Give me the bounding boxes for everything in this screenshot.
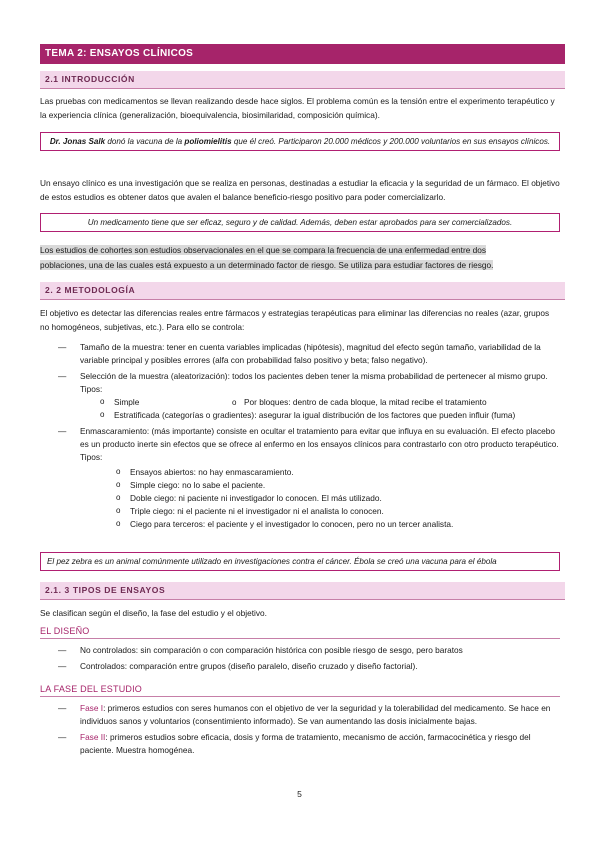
list-item-seleccion-text: Selección de la muestra (aleatorización): todos los pacientes deben tener la misma probabilidad de pertenecer al mismo grupo. Tipos: <box>80 371 548 394</box>
note-box-pez-zebra: El pez zebra es un animal comúnmente utilizado en investigaciones contra el cáncer. Ébola se creó una vacuna para el ébola <box>40 552 560 571</box>
chapter-title: TEMA 2: ENSAYOS CLÍNICOS <box>40 44 565 64</box>
fase-list <box>40 702 560 760</box>
fase-1-text: : primeros estudios con seres humanos con el objetivo de ver la seguridad y la tolerabilidad del medicamento. Se hace en individuos sanos y voluntarios (consentimiento informado). Se van aumentando las dosis inicialmente bajas. <box>80 703 551 726</box>
note-box-medicamento: Un medicamento tiene que ser eficaz, seguro y de calidad. Además, deben estar aprobados para ser comercializados. <box>40 213 560 232</box>
sub-simple-text: Simple <box>114 397 140 407</box>
intro-paragraph-1: Las pruebas con medicamentos se llevan realizando desde hace siglos. El problema común es la tensión entre el experimento terapéutico y la experiencia clínica (generalización, bioequivalencia, biosimilaridad, composición química). <box>40 96 555 120</box>
fase-2-label: Fase II <box>80 732 106 742</box>
sublist-item: o Simple ciego: no lo sabe el paciente. <box>108 479 560 492</box>
highlight-line-1: Los estudios de cohortes son estudios observacionales en el que se compara la frecuencia de una enfermedad entre dos <box>40 245 487 255</box>
list-item-seleccion <box>40 370 560 422</box>
sublist-item: o Triple ciego: ni el paciente ni el investigador ni el analista lo conocen. <box>108 505 560 518</box>
section-heading-metodologia: 2. 2 METODOLOGÍA <box>40 282 565 300</box>
section-heading-tipos: 2.1. 3 TIPOS DE ENSAYOS <box>40 582 565 600</box>
highlighted-paragraph-cohortes <box>40 243 560 273</box>
list-item-controlados: — Controlados: comparación entre grupos (diseño paralelo, diseño cruzado y diseño factorial). <box>40 660 560 673</box>
note-salk-name: Dr. Jonas Salk <box>49 137 106 146</box>
list-item-tamano <box>40 341 560 367</box>
metodologia-list <box>40 341 560 534</box>
list-item-enmascaramiento-text: Enmascaramiento: (más importante) consiste en ocultar el tratamiento para evitar que influya en su evaluación. El efecto placebo es un producto inerte sin efectos que se ofrece al enfermo en los ensayos clínicos para contrastarlo con otro producto terapéutico. Tipos: <box>80 426 559 462</box>
sublist-item-simple <box>92 396 560 409</box>
fase-2-text: : primeros estudios sobre eficacia, dosis y forma de tratamiento, mecanismo de acción, farmacocinética y riesgo del paciente. Muestra homogénea. <box>80 732 531 755</box>
list-item-enmascaramiento <box>40 425 560 531</box>
subheading-fase: LA FASE DEL ESTUDIO <box>40 682 560 697</box>
note-box-salk <box>40 132 560 151</box>
section-heading-intro: 2.1 INTRODUCCIÓN <box>40 71 565 89</box>
intro-paragraph-2: Un ensayo clínico es una investigación que se realiza en personas, destinadas a estudiar la eficacia y la seguridad de un fármaco. El objetivo de estos estudios es obtener datos que avalen el balance beneficio-riesgo positivo para poder comercializarlo. <box>40 178 560 202</box>
list-item-fase-2 <box>40 731 560 757</box>
sub-bloques-wrap <box>232 397 487 407</box>
note-salk-text-c: que él creó. Participaron 20.000 médicos y 200.000 voluntarios en sus ensayos clínicos. <box>231 137 551 146</box>
note-salk-disease: poliomielitis <box>184 137 232 146</box>
sub-bloques-text: Por bloques: dentro de cada bloque, la mitad recibe el tratamiento <box>244 397 487 407</box>
list-item-fase-1 <box>40 702 560 728</box>
sublist-item: o Doble ciego: ni paciente ni investigador lo conocen. El más utilizado. <box>108 492 560 505</box>
metodologia-paragraph: El objetivo es detectar las diferencias reales entre fármacos y estrategias terapéuticas para eliminar las diferencias no reales (azar, grupos no homogéneos, subjetivas, etc.). Para ello se controla: <box>40 308 550 332</box>
fase-1-label: Fase I <box>80 703 104 713</box>
sub-estratificada-text: Estratificada (categorías o gradientes): asegurar la igual distribución de los factores que pueden influir (fuma) <box>114 410 516 420</box>
sublist-item: o Ensayos abiertos: no hay enmascaramiento. <box>108 466 560 479</box>
subheading-diseno: EL DISEÑO <box>40 624 560 639</box>
diseno-list <box>40 644 560 676</box>
seleccion-sublist <box>92 396 560 422</box>
sublist-item: o Ciego para terceros: el paciente y el investigador lo conocen, pero no un tercer analista. <box>108 518 560 531</box>
highlight-line-2: poblaciones, una de las cuales está expuesto a un determinado factor de riesgo. Se utiliza para estudiar factores de riesgo. <box>40 260 494 270</box>
sublist-item-estratificada <box>92 409 560 422</box>
page-number: 5 <box>297 789 302 799</box>
list-item-tamano-text: Tamaño de la muestra: tener en cuenta variables implicadas (hipótesis), magnitud del efecto según tamaño, variabilidad de la variable principal y posibles errores (alfa con probabilidad falso positivo y beta; falso negativo). <box>80 342 541 365</box>
tipos-paragraph: Se clasifican según el diseño, la fase del estudio y el objetivo. <box>40 608 267 618</box>
note-salk-text-a: donó la vacuna de la <box>105 137 185 146</box>
list-item-no-controlados: — No controlados: sin comparación o con comparación histórica con posible riesgo de sesgo, pero baratos <box>40 644 560 657</box>
enmascaramiento-sublist <box>108 466 560 531</box>
bullet-circle: o <box>232 398 237 407</box>
